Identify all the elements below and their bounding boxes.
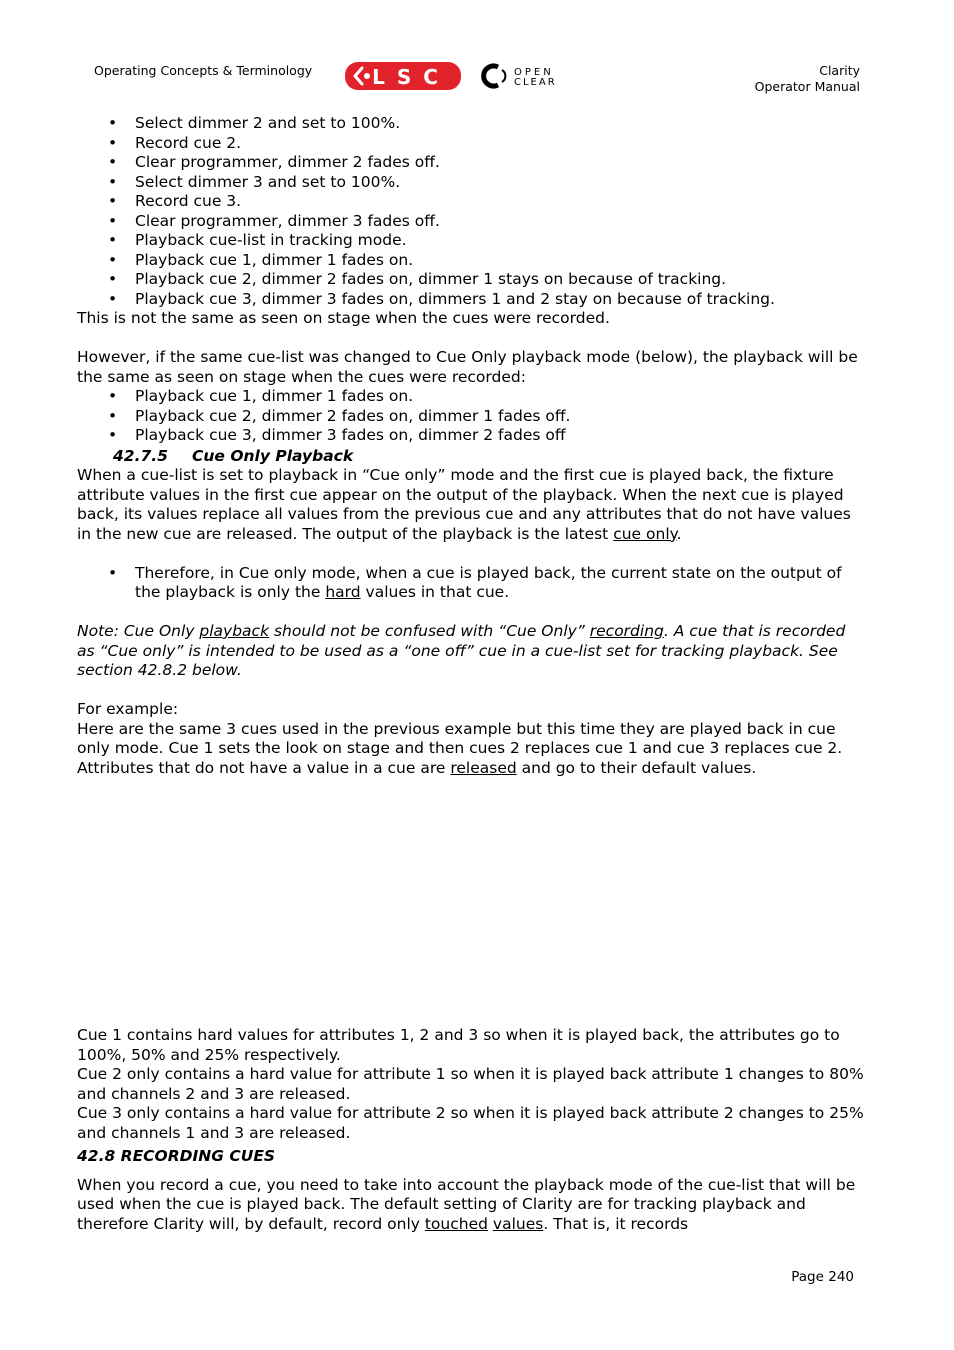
touched-link[interactable]: touched [424,1214,488,1233]
section-heading: 42.8 RECORDING CUES [77,1147,276,1165]
paragraph: Here are the same 3 cues used in the previous example but this time they are played back in cue only mode. Cue 1 sets the look on stage and then cues 2 replaces cue 1 and cue 3 replaces cue 2. Attributes that do not have a value in a cue are released and go to their default values. [77,719,843,777]
list-item: • Record cue 2. [135,134,867,154]
steps-list [77,114,867,309]
playback-link[interactable]: playback [199,622,270,640]
values-link[interactable]: values [492,1214,544,1233]
released-link[interactable]: released [450,758,517,777]
list-item: • Clear programmer, dimmer 3 fades off. [135,212,867,232]
hard-link[interactable]: hard [325,583,361,601]
lsc-logo [345,62,461,90]
subsection-heading [77,447,867,467]
recording-link[interactable]: recording [589,622,664,640]
header-manual: Operator Manual [754,79,860,94]
paragraph: This is not the same as seen on stage when the cues were recorded. [77,309,610,327]
open-clear-logo [480,62,580,90]
subsection-number: 42.7.5 [113,446,168,465]
paragraph: When you record a cue, you need to take into account the playback mode of the cue-list that will be used when the cue is played back. The default setting of Clarity are for tracking playback and therefore Clarity will, by default, record only touched values. That is, it records [77,1175,856,1233]
list-item: • Playback cue 1, dimmer 1 fades on. [135,387,867,407]
paragraph: Cue 2 only contains a hard value for attribute 1 so when it is played back attribute 1 changes to 80% and channels 2 and 3 are released. [77,1065,864,1103]
page-body [77,114,867,1234]
list-item: • Playback cue 1, dimmer 1 fades on. [135,251,867,271]
list-item: • Record cue 3. [135,192,867,212]
cue-only-list [77,387,867,446]
figure-area [77,778,867,1026]
paragraph: Cue 1 contains hard values for attributes 1, 2 and 3 so when it is played back, the attributes go to 100%, 50% and 25% respectively. [77,1026,840,1064]
list-item: • Playback cue 2, dimmer 2 fades on, dimmer 1 fades off. [135,407,867,427]
list-item: • Therefore, in Cue only mode, when a cue is played back, the current state on the output of the playback is only the hard values in that cue. [135,564,867,603]
paragraph: For example: [77,700,179,718]
header-section-title: Operating Concepts & Terminology [94,63,313,78]
paragraph: However, if the same cue-list was changed to Cue Only playback mode (below), the playback will be the same as seen on stage when the cues were recorded: [77,348,858,386]
header-document-title [755,63,860,95]
paragraph: When a cue-list is set to playback in “Cue only” mode and the first cue is played back, the fixture attribute values in the first cue appear on the output of the playback. When the next cue is played back, its values replace all values from the previous cue and any attributes that do not have values in the new cue are released. The output of the playback is the latest cue only. [77,466,851,543]
list-item: • Clear programmer, dimmer 2 fades off. [135,153,867,173]
list-item: • Playback cue 3, dimmer 3 fades on, dimmers 1 and 2 stay on because of tracking. [135,290,867,310]
list-item: • Playback cue 2, dimmer 2 fades on, dimmer 1 stays on because of tracking. [135,270,867,290]
list-item: • Playback cue-list in tracking mode. [135,231,867,251]
note-list [77,564,867,603]
paragraph: Cue 3 only contains a hard value for attribute 2 so when it is played back attribute 2 changes to 25% and channels 1 and 3 are released. [77,1104,864,1142]
header-product: Clarity [819,63,860,78]
svg-text:CLEAR: CLEAR [514,77,557,88]
svg-text:OPEN: OPEN [514,67,554,78]
page-number: Page 240 [791,1269,854,1285]
cue-only-link[interactable]: cue only [613,524,677,543]
list-item: • Select dimmer 2 and set to 100%. [135,114,867,134]
svg-text:LSC: LSC [372,65,450,89]
subsection-title: Cue Only Playback [192,446,354,465]
note-paragraph: Note: Cue Only playback should not be confused with “Cue Only” recording. A cue that is recorded as “Cue only” is intended to be used as a “one off” cue in a cue-list set for tracking playback. See section 42.8.2 below. [77,622,846,679]
list-item: • Playback cue 3, dimmer 3 fades on, dimmer 2 fades off [135,426,867,446]
list-item: • Select dimmer 3 and set to 100%. [135,173,867,193]
